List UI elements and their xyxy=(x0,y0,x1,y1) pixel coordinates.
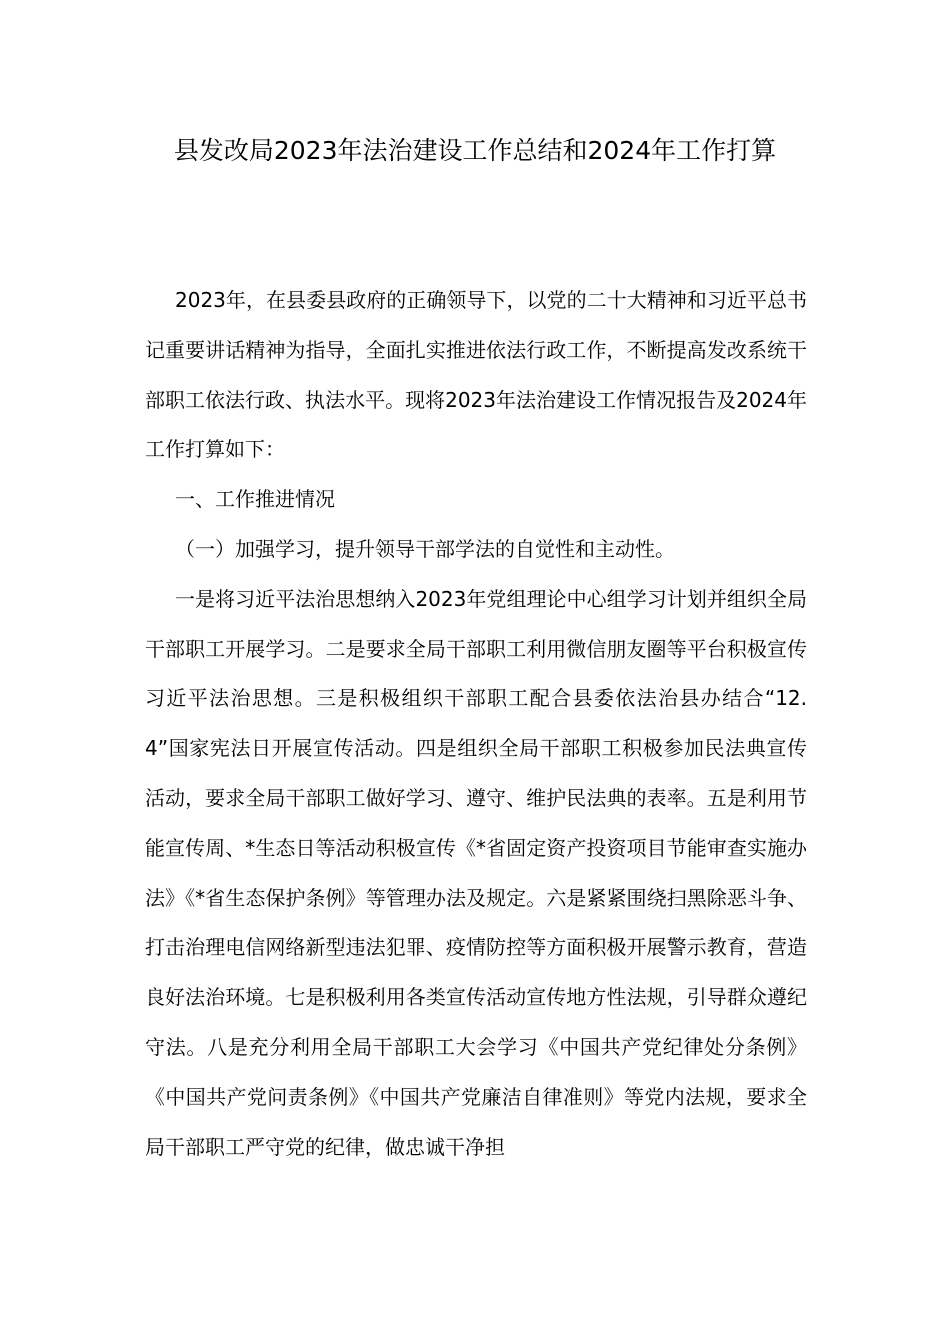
intro-paragraph: 2023年，在县委县政府的正确领导下，以党的二十大精神和习近平总书记重要讲话精神为指导，全面扎实推进依法行政工作，不断提高发改系统干部职工依法行政、执法水平。现将2023年法治建设工作情况报告及2024年工作打算如下： xyxy=(145,288,807,462)
body-paragraph: 一是将习近平法治思想纳入2023年党组理论中心组学习计划并组织全局干部职工开展学习。二是要求全局干部职工利用微信朋友圈等平台积极宣传习近平法治思想。三是积极组织干部职工配合县委依法治县办结合“12.4”国家宪法日开展宣传活动。四是组织全局干部职工积极参加民法典宣传活动，要求全局干部职工做好学习、遵守、维护民法典的表率。五是利用节能宣传周、*生态日等活动积极宣传《*省固定资产投资项目节能审查实施办法》《*省生态保护条例》等管理办法及规定。六是紧紧围绕扫黑除恶斗争、打击治理电信网络新型违法犯罪、疫情防控等方面积极开展警示教育，营造良好法治环境。七是积极利用各类宣传活动宣传地方性法规，引导群众遵纪守法。八是充分利用全局干部职工大会学习《中国共产党纪律处分条例》《中国共产党问责条例》《中国共产党廉洁自律准则》等党内法规，要求全局干部职工严守党的纪律，做忠诚干净担 xyxy=(145,586,807,1159)
subsection-heading: （一）加强学习，提升领导干部学法的自觉性和主动性。 xyxy=(175,536,675,561)
document-title: 县发改局2023年法治建设工作总结和2024年工作打算 xyxy=(173,136,777,165)
section-heading: 一、工作推进情况 xyxy=(175,487,335,512)
document-body xyxy=(145,276,807,1172)
